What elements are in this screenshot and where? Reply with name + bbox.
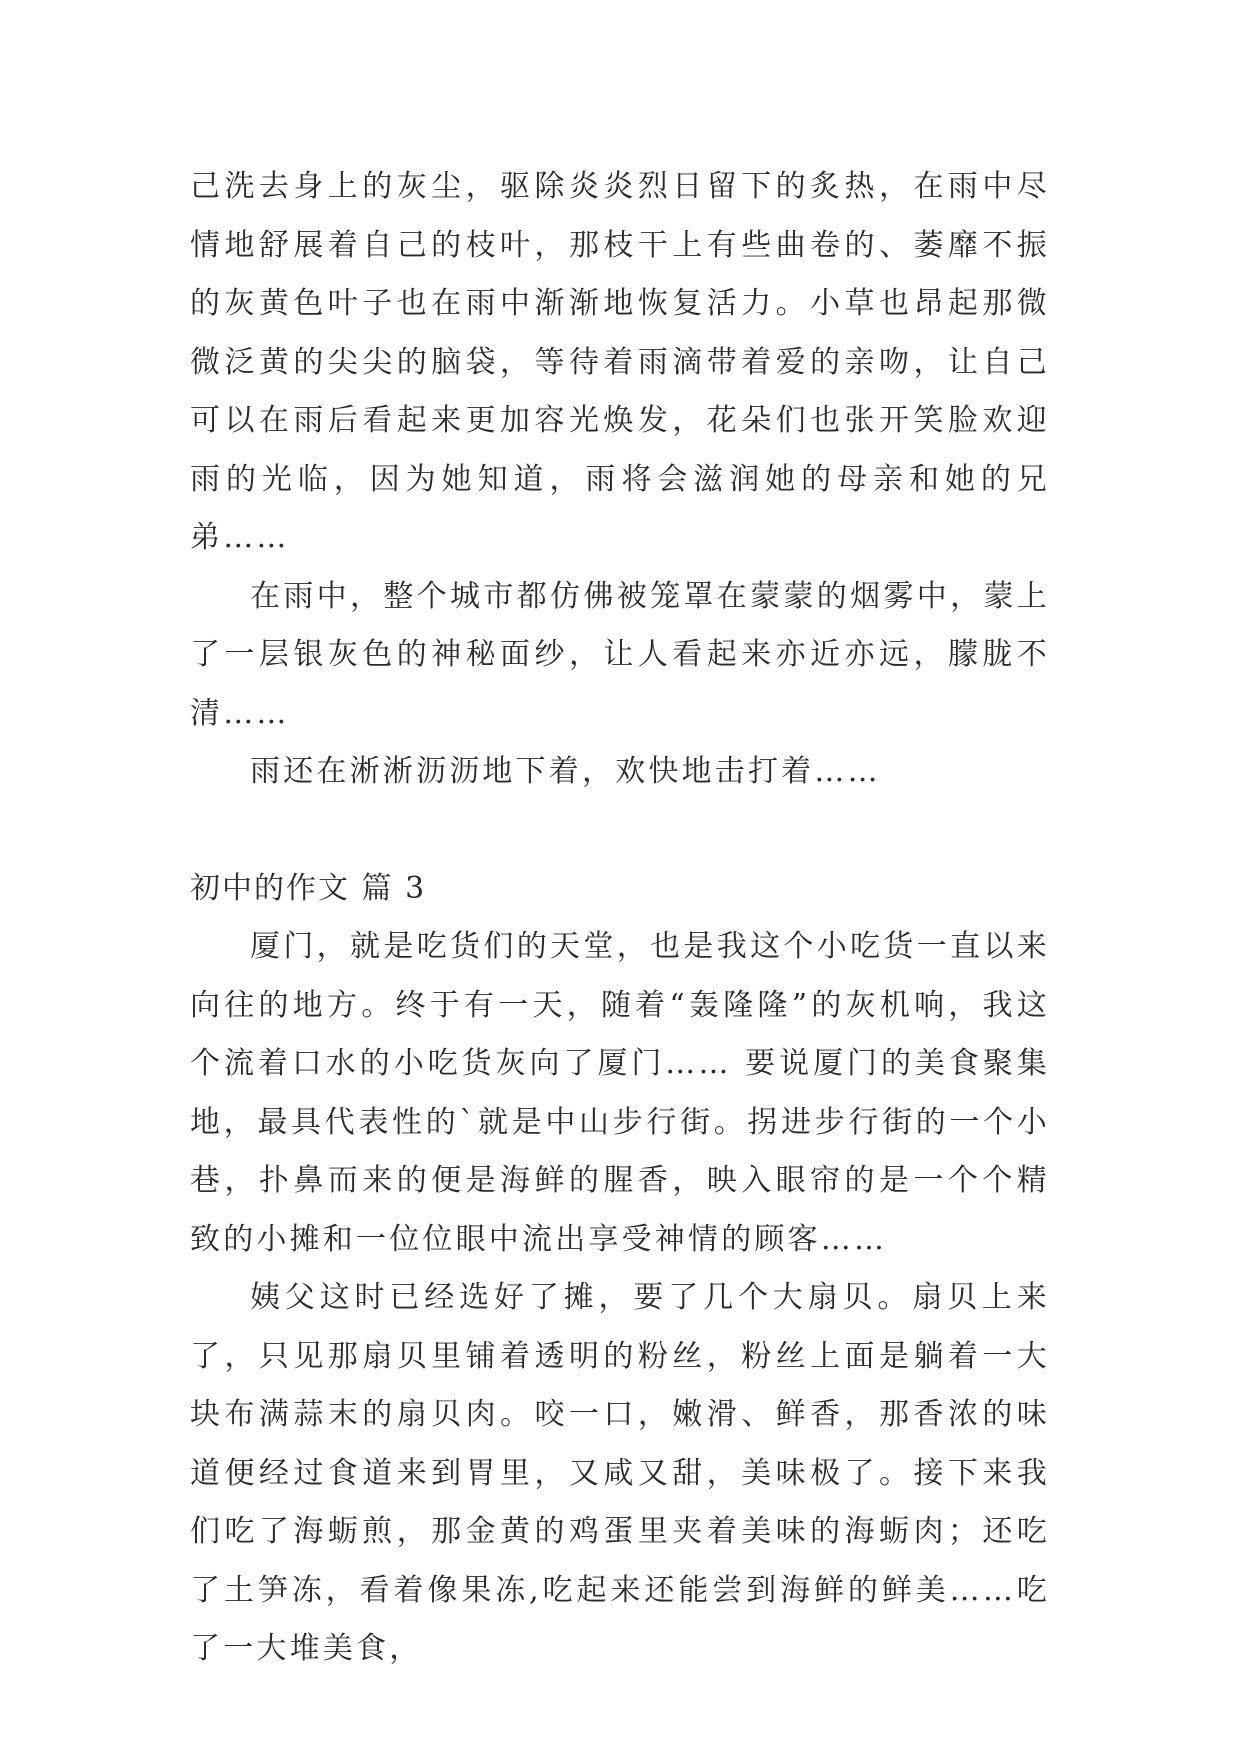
paragraph-xiamen-intro: 厦门，就是吃货们的天堂，也是我这个小吃货一直以来向往的地方。终于有一天，随着“轰隆隆”的灰机响，我这个流着口水的小吃货灰向了厦门…… 要说厦门的美食聚集地，最具代表性的`就是中山步行街。拐进步行街的一个小巷，扑鼻而来的便是海鲜的腥香，映入眼帘的是一个个精致的小摊和一位位眼中流出享受神情的顾客……	[190, 929, 1050, 1257]
paragraph-rain-continued: 己洗去身上的灰尘，驱除炎炎烈日留下的炙热，在雨中尽情地舒展着自己的枝叶，那枝干上有些曲卷的、萎靡不振的灰黄色叶子也在雨中渐渐地恢复活力。小草也昂起那微微泛黄的尖尖的脑袋，等待着雨滴带着爱的亲吻，让自己可以在雨后看起来更加容光焕发，花朵们也张开笑脸欢迎雨的光临，因为她知道，雨将会滋润她的母亲和她的兄弟……	[190, 169, 1050, 555]
paragraph-rain-still-falling: 雨还在淅淅沥沥地下着，欢快地击打着……	[250, 754, 881, 789]
section-gap	[190, 802, 1050, 860]
document-body	[190, 158, 1050, 1679]
paragraph-city-in-rain: 在雨中，整个城市都仿佛被笼罩在蒙蒙的烟雾中，蒙上了一层银灰色的神秘面纱，让人看起来亦近亦远，朦胧不清……	[190, 578, 1050, 731]
paragraph-scallops: 姨父这时已经选好了摊，要了几个大扇贝。扇贝上来了，只见那扇贝里铺着透明的粉丝，粉丝上面是躺着一大块布满蒜末的扇贝肉。咬一口，嫩滑、鲜香，那香浓的味道便经过食道来到胃里，又咸又甜，美味极了。接下来我们吃了海蛎煎，那金黄的鸡蛋里夹着美味的海蛎肉；还吃了土笋冻，看着像果冻,吃起来还能尝到海鲜的鲜美……吃了一大堆美食，	[190, 1280, 1050, 1666]
section-heading: 初中的作文 篇 3	[190, 870, 427, 906]
